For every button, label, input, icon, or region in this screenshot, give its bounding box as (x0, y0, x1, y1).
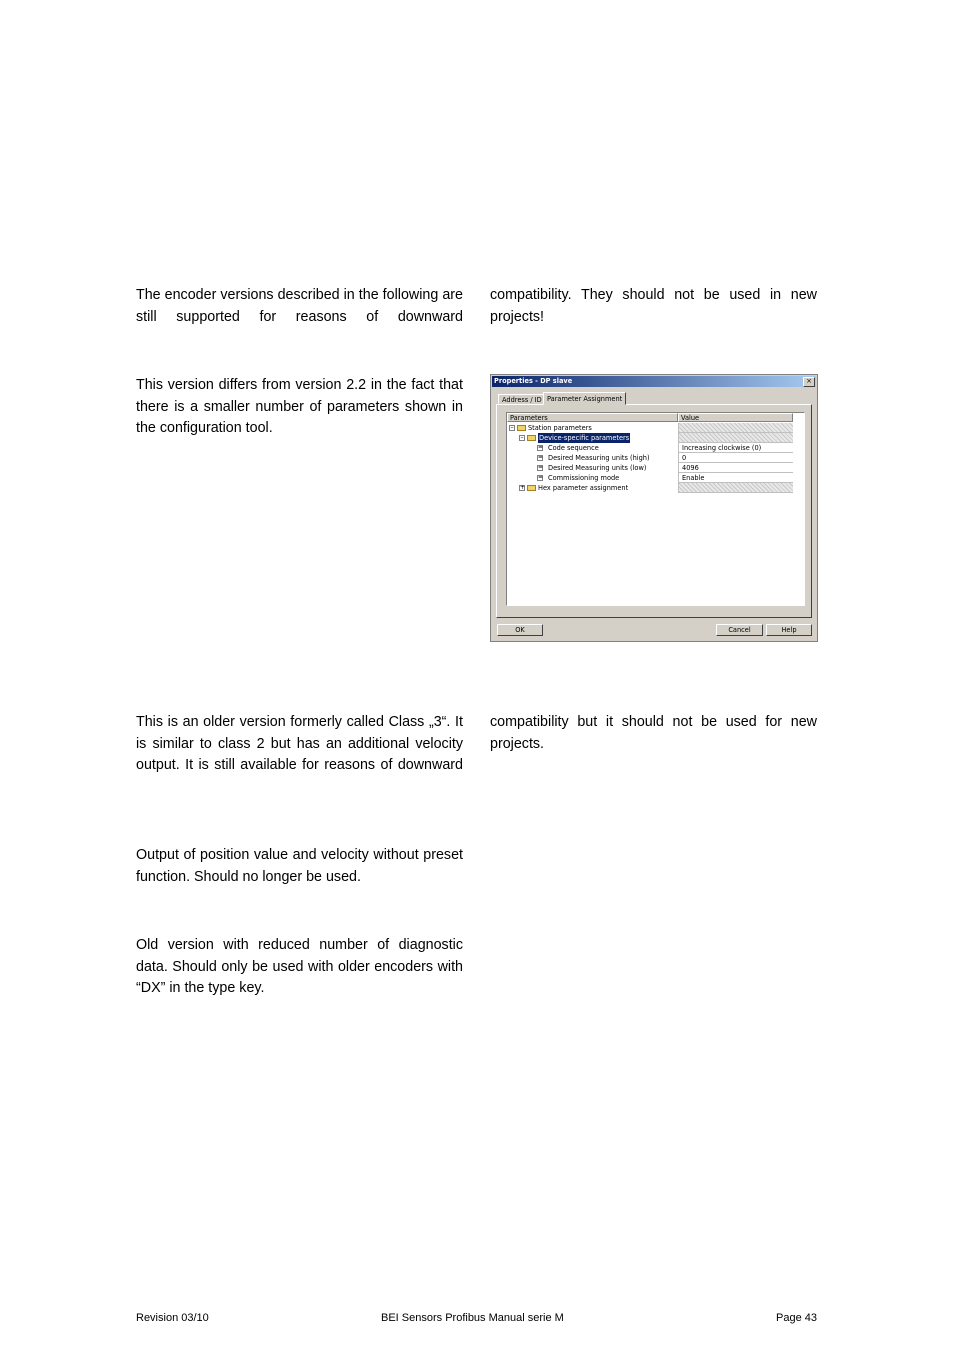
cancel-button[interactable]: Cancel (716, 624, 763, 636)
folder-icon (517, 425, 526, 431)
column-header-value[interactable]: Value (678, 413, 793, 422)
parameter-icon: = (538, 444, 544, 451)
old-version-paragraph: Old version with reduced number of diagnostic data. Should only be used with older encoders with “DX” in the type key. (136, 937, 463, 997)
class3-paragraph-left: This is an older version formerly called Class „3“. It is similar to class 2 but has an additional velocity output. It is still available for reasons of downward (136, 714, 463, 774)
footer-revision: Revision 03/10 (136, 1312, 209, 1324)
tab-address-id[interactable]: Address / ID (498, 394, 546, 404)
row-label: Commissioning mode (548, 474, 620, 482)
intro-paragraph-right: compatibility. They should not be used in new projects! (490, 287, 817, 325)
row-value[interactable]: Increasing clockwise (0) (678, 443, 793, 453)
row-value[interactable]: 0 (678, 453, 793, 463)
row-label: Desired Measuring units (high) (548, 454, 650, 462)
expand-icon[interactable]: + (520, 484, 526, 491)
footer-page-number: Page 43 (776, 1312, 817, 1324)
column-header-parameters[interactable]: Parameters (507, 413, 678, 422)
version-description: This version differs from version 2.2 in the fact that there is a smaller number of parameters shown in the configuration tool. (136, 377, 463, 437)
close-icon[interactable]: × (803, 377, 815, 387)
row-value (678, 483, 793, 493)
collapse-icon[interactable]: – (510, 424, 514, 431)
row-value (678, 423, 793, 433)
tree-row-device-specific[interactable] (507, 433, 793, 443)
row-label: Desired Measuring units (low) (548, 464, 647, 472)
parameter-icon: = (538, 474, 544, 481)
folder-icon (527, 435, 536, 441)
tree-row-code-sequence[interactable] (507, 443, 793, 453)
dialog-title: Properties - DP slave (494, 377, 573, 385)
tab-parameter-assignment[interactable]: Parameter Assignment (543, 392, 626, 405)
folder-icon (527, 485, 536, 491)
row-value[interactable]: Enable (678, 473, 793, 483)
collapse-icon[interactable]: – (520, 434, 524, 441)
row-label: Device-specific parameters (539, 434, 630, 442)
intro-paragraph-left: The encoder versions described in the following are still supported for reasons of downward (136, 287, 463, 325)
tree-row-hex-parameters[interactable] (507, 483, 793, 493)
tree-row-station-parameters[interactable] (507, 423, 793, 433)
tree-row-units-high[interactable] (507, 453, 793, 463)
row-label: Station parameters (528, 424, 592, 432)
velocity-paragraph: Output of position value and velocity without preset function. Should no longer be used. (136, 847, 463, 885)
row-value[interactable]: 4096 (678, 463, 793, 473)
row-label: Hex parameter assignment (538, 484, 629, 492)
parameter-icon: = (538, 464, 544, 471)
dialog-titlebar (492, 376, 816, 387)
parameter-icon: = (538, 454, 544, 461)
tree-row-units-low[interactable] (507, 463, 793, 473)
ok-button[interactable]: OK (497, 624, 543, 636)
class3-paragraph-right: compatibility but it should not be used for new projects. (490, 714, 817, 752)
parameter-tree (506, 412, 805, 606)
tree-row-commissioning[interactable] (507, 473, 793, 483)
row-value (678, 433, 793, 443)
row-label: Code sequence (548, 444, 599, 452)
help-button[interactable]: Help (766, 624, 812, 636)
footer-manual-title: BEI Sensors Profibus Manual serie M (381, 1312, 564, 1324)
properties-dialog-screenshot (490, 374, 818, 642)
